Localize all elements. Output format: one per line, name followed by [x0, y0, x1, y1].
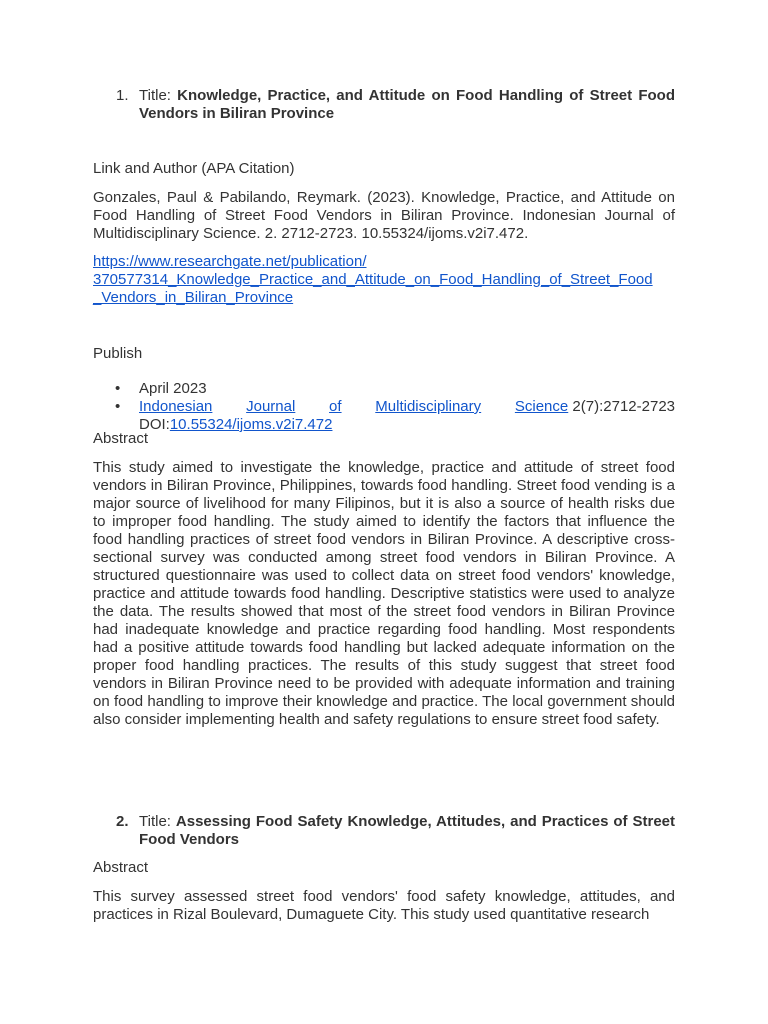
- entry-2-title: Assessing Food Safety Knowledge, Attitudes, and Practices of Street Food Vendors: [139, 813, 675, 848]
- entry-2-title-block: [116, 813, 675, 849]
- journal-word-1[interactable]: Indonesian: [139, 398, 213, 415]
- doi-link[interactable]: 10.55324/ijoms.v2i7.472: [169, 416, 333, 433]
- publish-date: April 2023: [139, 380, 207, 397]
- publish-date-item: [93, 380, 675, 398]
- entry-1-number: 1.: [116, 87, 129, 104]
- entry-1-title-block: [116, 87, 675, 123]
- entry-1-title: Knowledge, Practice, and Attitude on Food Handling of Street Food Vendors in Biliran Province: [139, 87, 675, 122]
- journal-word-5[interactable]: Science: [514, 398, 569, 415]
- publish-details: [93, 380, 675, 434]
- journal-line: [139, 398, 675, 416]
- publish-heading: Publish: [93, 345, 143, 362]
- journal-item: [93, 398, 675, 434]
- entry-1-abstract: This study aimed to investigate the knowledge, practice and attitude of street food vendors in Biliran Province, Philippines, towards food handling. Street food vending is a major source of livelihood for many Filipinos, but it is also a source of health risks due to improper food handling. The study aimed to identify the factors that influence the food handling practices of street food vendors in Biliran Province. A descriptive cross-sectional survey was conducted among street food vendors in Biliran Province. A structured questionnaire was used to collect data on street food vendors' knowledge, practice and attitude towards food handling. Descriptive statistics were used to analyze the data. The results showed that most of the street food vendors in Biliran Province had inadequate knowledge and practice regarding food handling. Most respondents had a positive attitude towards food handling but lacked adequate information on the proper food handling practices. The results of this study suggest that street food vendors in Biliran Province need to be provided with adequate information and training on food handling to improve their knowledge and practice. The local government should also consider implementing health and safety regulations to ensure street food safety.: [93, 459, 675, 728]
- publication-url-line-3[interactable]: _Vendors_in_Biliran_Province: [93, 289, 294, 306]
- link-author-heading: Link and Author (APA Citation): [93, 160, 295, 177]
- publish-list: [93, 380, 675, 434]
- publication-url-line-2[interactable]: 370577314_Knowledge_Practice_and_Attitude_on_Food_Handling_of_Street_Food: [93, 271, 653, 288]
- entry-2-abstract-heading: Abstract: [93, 859, 149, 876]
- journal-word-2[interactable]: Journal: [246, 398, 296, 415]
- entry-1-title-label: Title:: [139, 87, 178, 104]
- entry-2-abstract: This survey assessed street food vendors' food safety knowledge, attitudes, and practices in Rizal Boulevard, Dumaguete City. This study used quantitative research: [93, 888, 675, 923]
- entry-1-abstract-heading: Abstract: [93, 430, 149, 447]
- journal-word-4[interactable]: Multidisciplinary: [375, 398, 482, 415]
- bullet-icon: •: [115, 380, 121, 397]
- apa-citation: Gonzales, Paul & Pabilando, Reymark. (2023). Knowledge, Practice, and Attitude on Food Handling of Street Food Vendors in Biliran Province. Indonesian Journal of Multidisciplinary Science. 2. 2712-2723. 10.55324/ijoms.v2i7.472.: [93, 189, 675, 242]
- doi-label: DOI:: [139, 416, 170, 433]
- bullet-icon: •: [115, 398, 121, 415]
- publication-url-line-1[interactable]: https://www.researchgate.net/publication/: [93, 253, 367, 270]
- journal-issue: 2(7):2712-2723: [572, 398, 675, 415]
- entry-2-title-label: Title:: [139, 813, 176, 830]
- entry-2-number: 2.: [116, 813, 129, 830]
- journal-word-3[interactable]: of: [329, 398, 342, 415]
- publication-link[interactable]: [93, 253, 675, 307]
